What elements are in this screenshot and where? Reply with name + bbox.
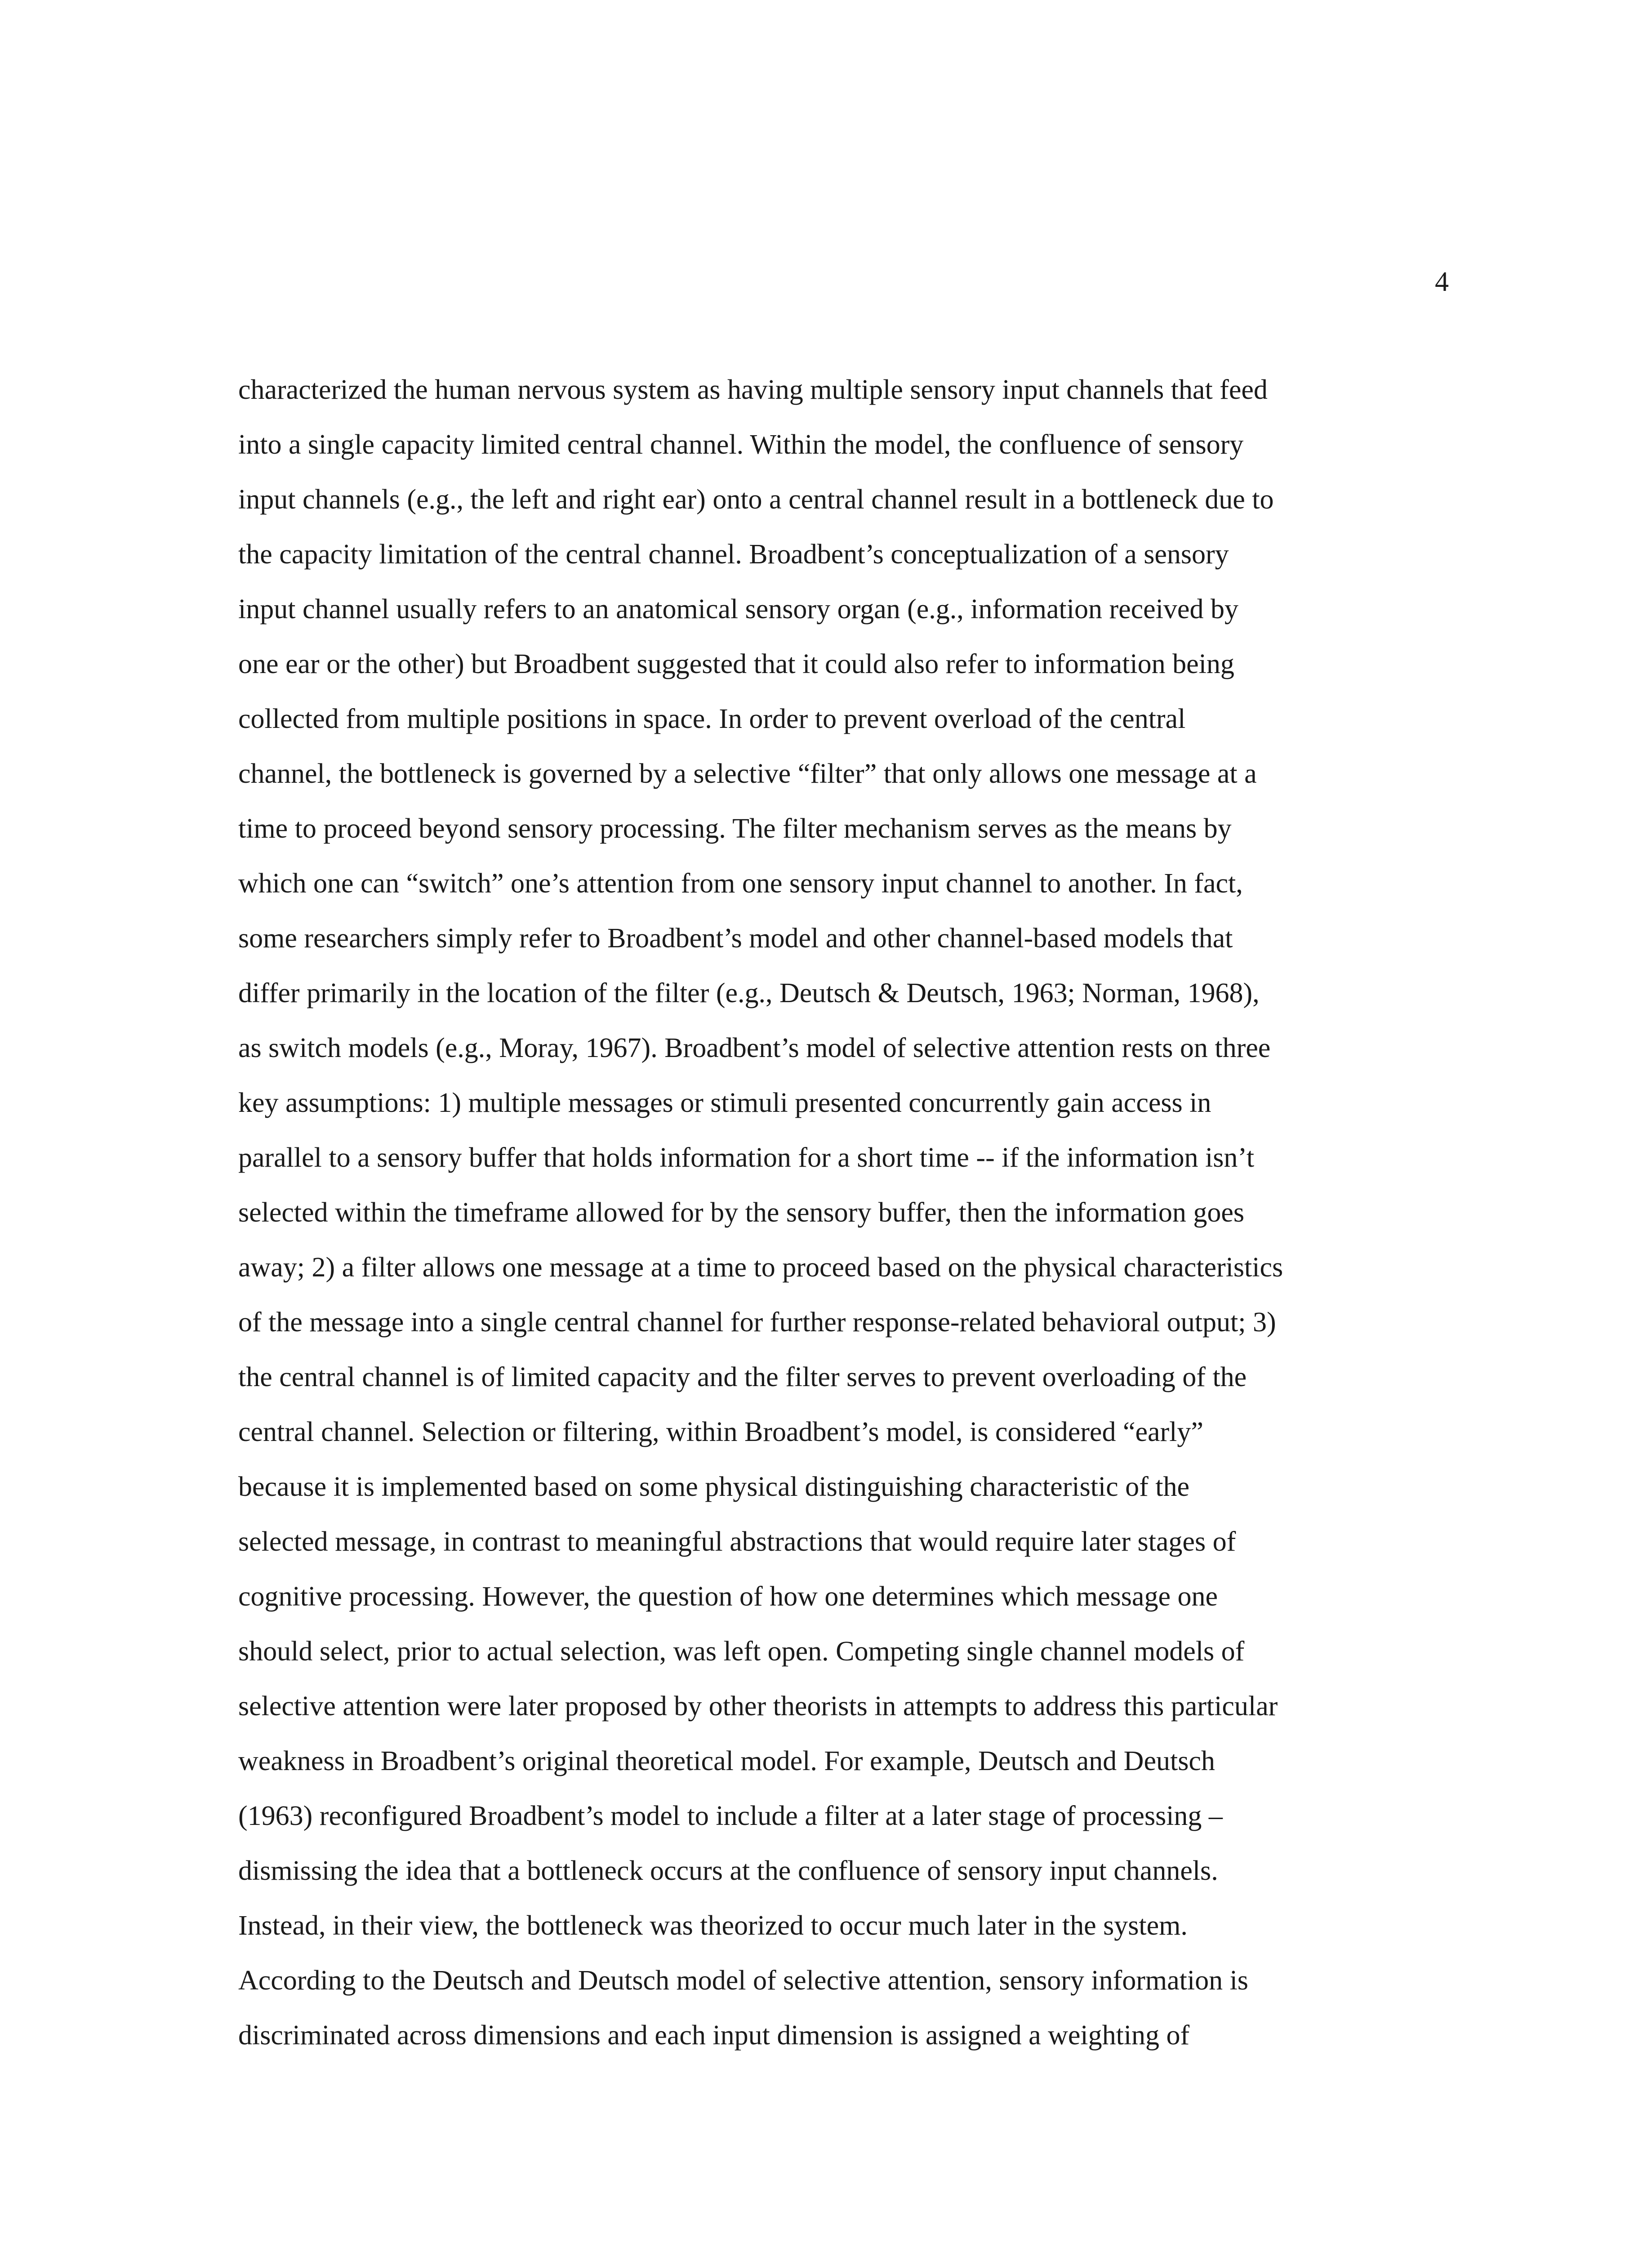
- text-line: Instead, in their view, the bottleneck was theorized to occur much later in the system.: [238, 1910, 1188, 1941]
- text-line: some researchers simply refer to Broadbent’s model and other channel-based models that: [238, 923, 1233, 954]
- text-line: should select, prior to actual selection, was left open. Competing single channel models of: [238, 1636, 1245, 1667]
- body-paragraph: [238, 362, 1452, 2063]
- text-line: weakness in Broadbent’s original theoretical model. For example, Deutsch and Deutsch: [238, 1746, 1215, 1776]
- text-line: input channels (e.g., the left and right ear) onto a central channel result in a bottleneck due to: [238, 484, 1274, 515]
- text-line: of the message into a single central channel for further response-related behavioral output; 3): [238, 1307, 1276, 1338]
- text-line: selected within the timeframe allowed for by the sensory buffer, then the information goes: [238, 1197, 1245, 1228]
- text-line: According to the Deutsch and Deutsch model of selective attention, sensory information is: [238, 1965, 1248, 1996]
- text-line: differ primarily in the location of the filter (e.g., Deutsch & Deutsch, 1963; Norman, 1968),: [238, 978, 1260, 1008]
- text-line: selective attention were later proposed by other theorists in attempts to address this particular: [238, 1691, 1278, 1722]
- text-line: as switch models (e.g., Moray, 1967). Broadbent’s model of selective attention rests on three: [238, 1033, 1271, 1063]
- text-line: input channel usually refers to an anatomical sensory organ (e.g., information received by: [238, 594, 1238, 624]
- text-line: into a single capacity limited central channel. Within the model, the confluence of sensory: [238, 429, 1244, 460]
- text-line: because it is implemented based on some physical distinguishing characteristic of the: [238, 1472, 1190, 1502]
- text-line: collected from multiple positions in space. In order to prevent overload of the central: [238, 704, 1186, 734]
- text-line: parallel to a sensory buffer that holds information for a short time -- if the information isn’t: [238, 1142, 1255, 1173]
- text-line: time to proceed beyond sensory processing. The filter mechanism serves as the means by: [238, 813, 1232, 844]
- text-line: channel, the bottleneck is governed by a selective “filter” that only allows one message at a: [238, 758, 1257, 789]
- text-line: the capacity limitation of the central channel. Broadbent’s conceptualization of a sensory: [238, 539, 1229, 570]
- page-number: 4: [1435, 267, 1449, 297]
- text-line: which one can “switch” one’s attention from one sensory input channel to another. In fact,: [238, 868, 1243, 899]
- text-line: dismissing the idea that a bottleneck occurs at the confluence of sensory input channels.: [238, 1855, 1218, 1886]
- text-line: selected message, in contrast to meaningful abstractions that would require later stages of: [238, 1526, 1236, 1557]
- text-line: away; 2) a filter allows one message at a time to proceed based on the physical characteristics: [238, 1252, 1283, 1283]
- text-line: one ear or the other) but Broadbent suggested that it could also refer to information being: [238, 649, 1234, 679]
- text-line: central channel. Selection or filtering, within Broadbent’s model, is considered “early”: [238, 1417, 1203, 1447]
- text-line: discriminated across dimensions and each input dimension is assigned a weighting of: [238, 2020, 1190, 2051]
- text-line: the central channel is of limited capacity and the filter serves to prevent overloading of the: [238, 1362, 1247, 1392]
- text-line: key assumptions: 1) multiple messages or stimuli presented concurrently gain access in: [238, 1088, 1211, 1118]
- text-line: characterized the human nervous system as having multiple sensory input channels that feed: [238, 375, 1268, 405]
- text-line: cognitive processing. However, the question of how one determines which message one: [238, 1581, 1218, 1612]
- text-line: (1963) reconfigured Broadbent’s model to include a filter at a later stage of processing –: [238, 1801, 1223, 1831]
